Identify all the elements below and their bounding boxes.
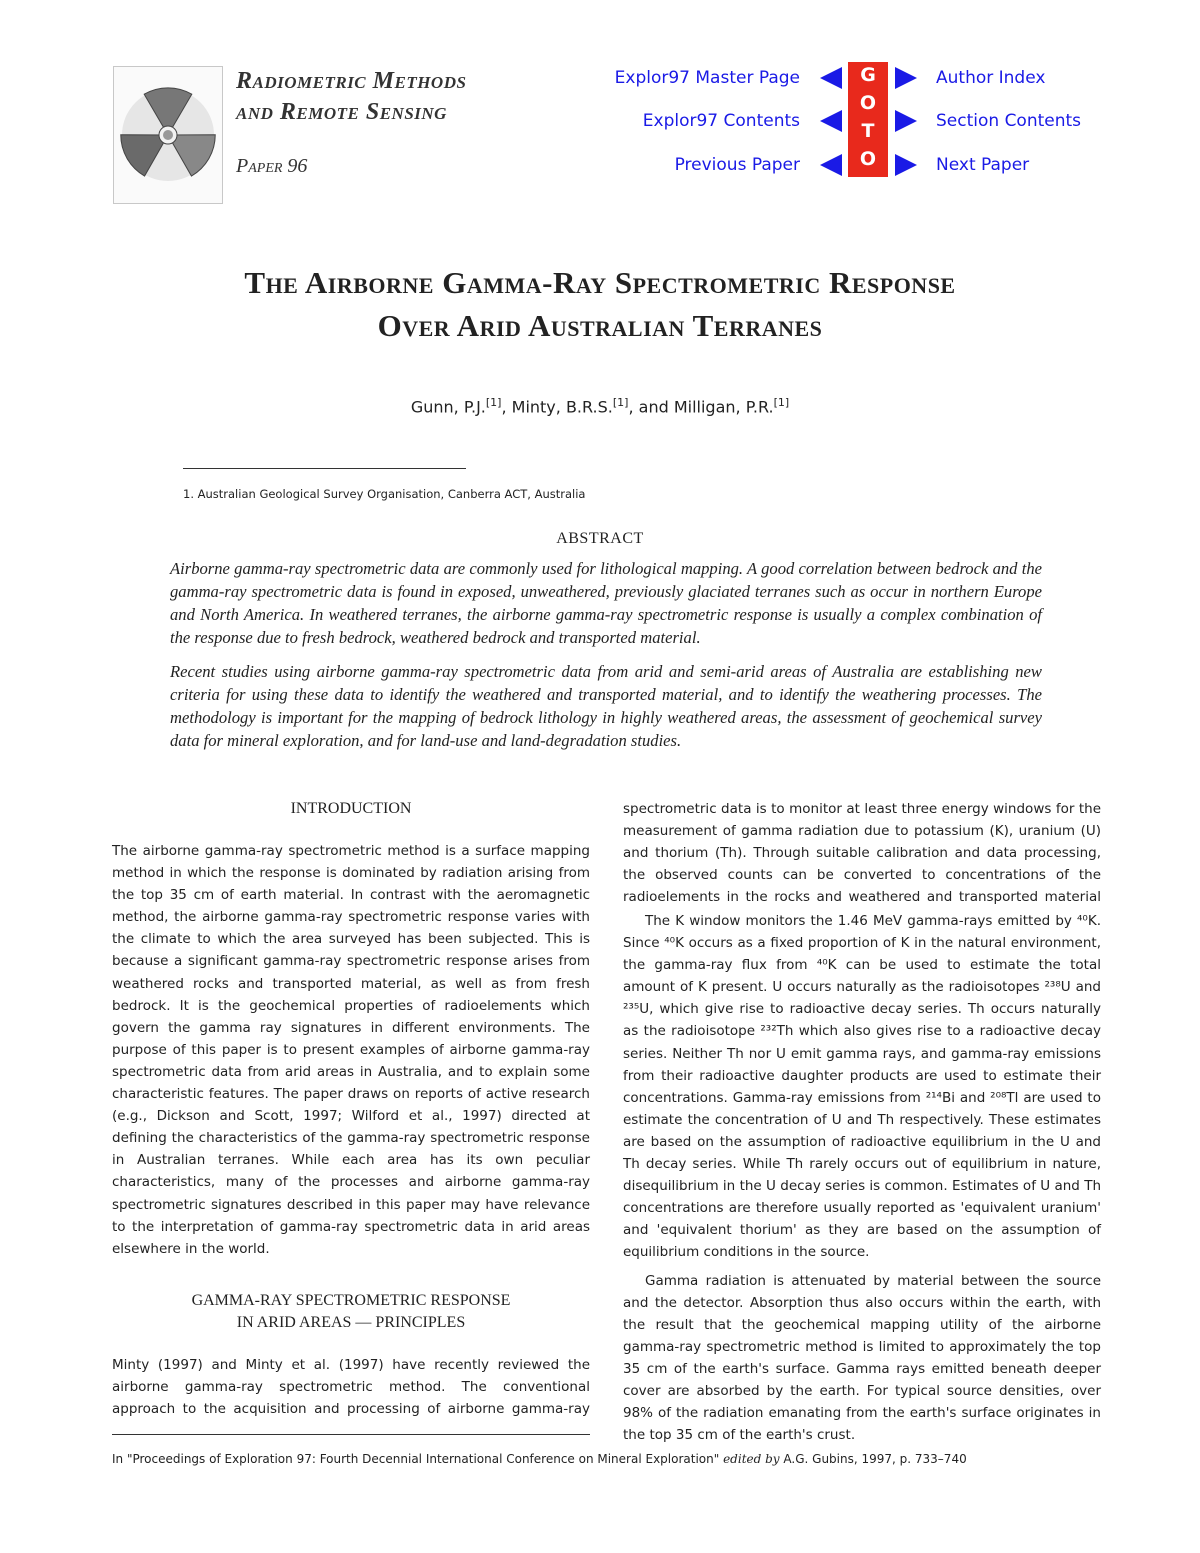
goto-letter: G [860, 64, 876, 86]
author-name: Gunn, P.J. [410, 397, 486, 417]
author-separator: , and [628, 397, 674, 417]
nav-author-index-link[interactable]: Author Index [936, 68, 1046, 88]
citation-edited: edited by [719, 1452, 784, 1466]
left-column [112, 798, 590, 1420]
author-name: Milligan, P.R. [673, 397, 774, 417]
goto-letter: O [859, 92, 877, 114]
footer-divider [112, 1434, 590, 1435]
body-paragraph: The K window monitors the 1.46 MeV gamma-rays emitted by ⁴⁰K. Since ⁴⁰K occurs as a fixed proportion of K in the natural environment, the gamma-ray flux from ⁴⁰K can be used to estimate the total amount of K present. U occurs naturally as the radioisotopes ²³⁸U and ²³⁵U, which give rise to radioactive decay series. Th occurs naturally as the radioisotope ²³²Th which also gives rise to a radioactive decay series. Neither Th nor U emit gamma rays, and gamma-ray emissions from their radioactive daughter products are used to estimate their concentrations. Gamma-ray emissions from ²¹⁴Bi and ²⁰⁸Tl are used to estimate the concentration of U and Th respectively. These estimates are based on the assumption of radioactive equilibrium in the U and Th decay series. While Th rarely occurs out of equilibrium in nature, disequilibrium in the U decay series is common. Estimates of U and Th concentrations are therefore usually reported as 'equivalent uranium' and 'equivalent thorium' as they are based on the assumption of equilibrium conditions in the source. [623, 913, 1101, 1261]
nav-contents-link[interactable]: Explor97 Contents [642, 111, 800, 131]
goto-letter: T [861, 120, 875, 142]
abstract-paragraph: Airborne gamma-ray spectrometric data are commonly used for lithological mapping. A good correlation between bedrock and the gamma-ray spectrometric data is found in exposed, unweathered, previously glaciated terranes such as occur in northern Europe and North America. In weathered terranes, the airborne gamma-ray spectrometric response is usually a complex combination of the response due to fresh bedrock, weathered bedrock and transported material. [170, 559, 1042, 647]
paper-number: Paper 96 [236, 155, 308, 177]
nav-next-paper-link[interactable]: Next Paper [936, 155, 1030, 175]
series-title-line1: Radiometric Methods [236, 68, 467, 94]
right-arrow-icon[interactable] [895, 67, 917, 89]
goto-badge [848, 62, 888, 177]
author-list [0, 396, 1200, 416]
section-heading-principles [112, 1290, 590, 1334]
body-paragraph: Gamma radiation is attenuated by material between the source and the detector. Absorption thus also occurs within the earth, with the result that the geochemical mapping utility of the airborne gamma-ray spectrometric method is limited to approximately the top 35 cm of the earth's surface. Gamma rays emitted beneath deeper cover are absorbed by the earth. For typical source densities, over 98% of the radiation emanating from the earth's surface originates in the top 35 cm of the earth's crust. [623, 1272, 1101, 1444]
author-separator: , [501, 397, 512, 417]
right-column [623, 798, 1101, 1446]
affiliation-mark: [1] [612, 396, 629, 409]
series-title [236, 66, 466, 128]
author-name: Minty, B.R.S. [511, 397, 613, 417]
citation-details: A.G. Gubins, 1997, p. 733–740 [783, 1452, 967, 1466]
abstract-paragraph: Recent studies using airborne gamma-ray spectrometric data from arid and semi-arid areas of Australia are establishing new criteria for using these data to identify the weathered and transported material, and to identify the weathering processes. The methodology is important for the mapping of bedrock lithology in highly weathered areas, the assessment of geochemical survey data for mineral exploration, and for land-use and land-degradation studies. [170, 662, 1042, 750]
citation-line [112, 1452, 967, 1466]
nav-previous-paper-link[interactable]: Previous Paper [674, 155, 800, 175]
affiliation-mark: [1] [485, 396, 502, 409]
paper-title-line1: The Airborne Gamma-Ray Spectrometric Response [244, 265, 956, 300]
right-arrow-icon[interactable] [895, 154, 917, 176]
section-heading-line: GAMMA-RAY SPECTROMETRIC RESPONSE [191, 1291, 511, 1309]
left-arrow-icon[interactable] [820, 67, 842, 89]
goto-letter: O [859, 148, 877, 170]
section-heading-introduction: INTRODUCTION [290, 800, 412, 817]
nav-section-contents-link[interactable]: Section Contents [936, 111, 1082, 131]
right-arrow-icon[interactable] [895, 110, 917, 132]
citation-source: In "Proceedings of Exploration 97: Fourth Decennial International Conference on Mineral Exploration" [112, 1452, 720, 1466]
body-paragraph-continued: spectrometric data is to monitor at least three energy windows for the measurement of gamma radiation due to potassium (K), uranium (U) and thorium (Th). Through suitable calibration and data processing, the observed counts can be converted to concentrations of the radioelements in the rocks and weathered and transported material [623, 800, 1101, 906]
continued-paragraph [112, 1354, 590, 1420]
affiliation-mark: [1] [773, 396, 790, 409]
left-arrow-icon[interactable] [820, 154, 842, 176]
abstract-heading: ABSTRACT [556, 530, 644, 547]
body-paragraph: Minty (1997) and Minty et al. (1997) have recently reviewed the airborne gamma-ray spectrometric method. The conventional approach to the acquisition and processing of airborne gamma-ray [112, 1356, 590, 1417]
radiation-logo [113, 66, 223, 204]
left-arrow-icon[interactable] [820, 110, 842, 132]
affiliation-footnote: 1. Australian Geological Survey Organisation, Canberra ACT, Australia [183, 487, 586, 501]
body-paragraph: The airborne gamma-ray spectrometric method is a surface mapping method in which the response is dominated by radiation arising from the top 35 cm of earth material. In contrast with the aeromagnetic method, the airborne gamma-ray spectrometric response varies with the climate to which the area surveyed has been subjected. This is because a significant gamma-ray spectrometric response arises from weathered rocks and transported material, as well as from fresh bedrock. It is the geochemical properties of radioelements which govern the gamma ray signatures in different environments. The purpose of this paper is to present examples of airborne gamma-ray spectrometric data from arid areas in Australia, and to explain some characteristic features. The paper draws on reports of active research (e.g., Dickson and Scott, 1997; Wilford et al., 1997) directed at defining the characteristics of the gamma-ray spectrometric response in Australian terranes. While each area has its own peculiar characteristics, many of the processes and airborne gamma-ray spectrometric signatures described in this paper may have relevance to the interpretation of gamma-ray spectrometric data in arid areas elsewhere in the world. [112, 843, 590, 1257]
section-heading-line: IN ARID AREAS — PRINCIPLES [236, 1313, 466, 1331]
continued-paragraph [623, 798, 1101, 908]
radiation-icon [114, 67, 222, 203]
paper-title-line2: Over Arid Australian Terranes [377, 308, 823, 343]
footnote-divider [183, 468, 466, 469]
nav-master-page-link[interactable]: Explor97 Master Page [614, 68, 800, 88]
series-title-line2: and Remote Sensing [236, 99, 447, 125]
